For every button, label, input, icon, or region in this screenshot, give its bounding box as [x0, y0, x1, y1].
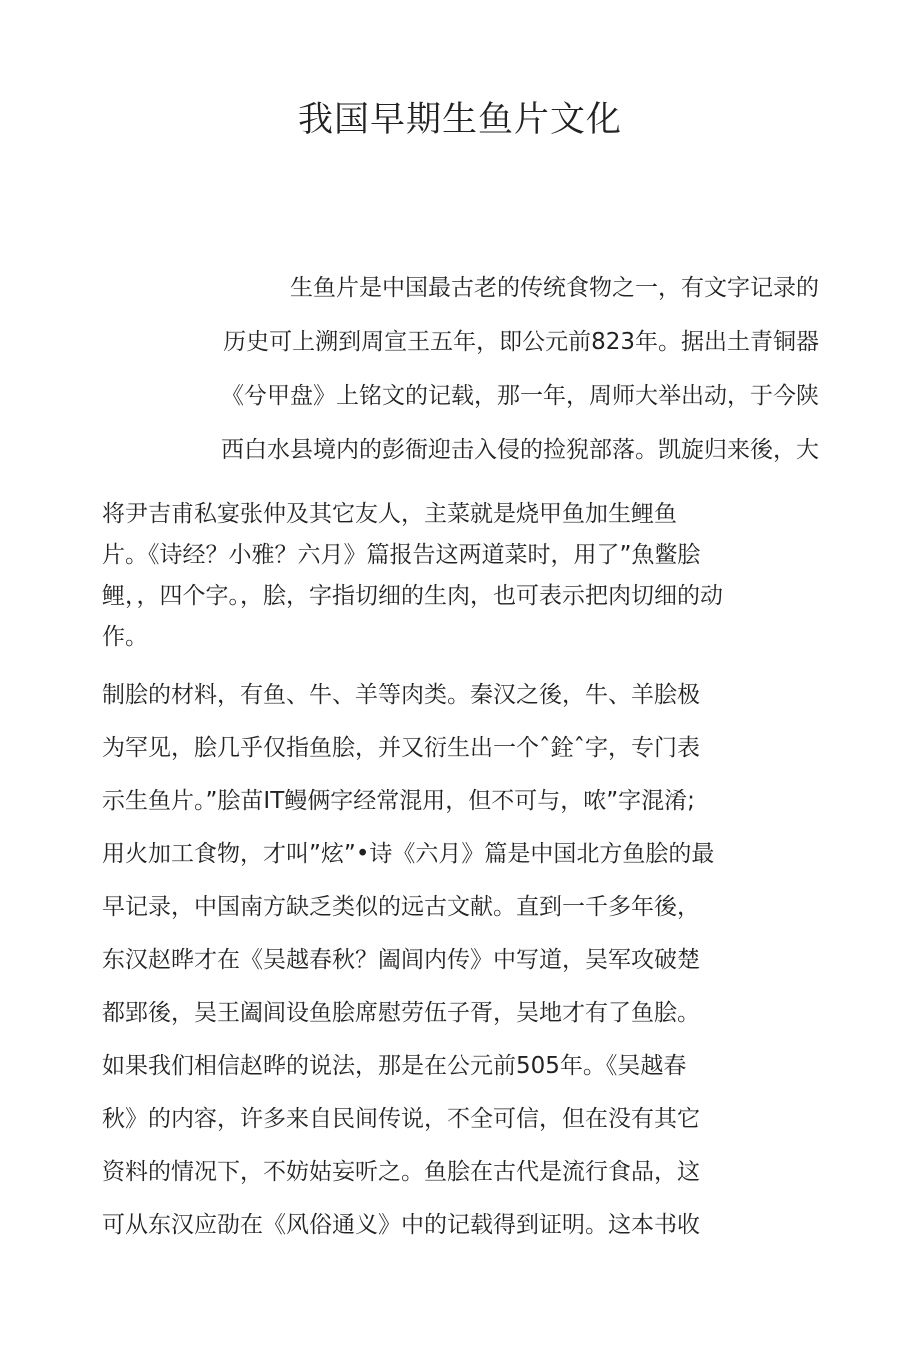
body-line: 都郢後，吴王阖闾设鱼脍席慰劳伍子胥，吴地才有了鱼脍。 [102, 1000, 700, 1026]
body-line: 作。 [102, 624, 148, 650]
intro-line: 生鱼片是中国最古老的传统食物之一，有文字记录的 [290, 275, 819, 301]
body-line: 可从东汉应劭在《风俗通义》中的记载得到证明。这本书收 [102, 1212, 700, 1238]
body-line: 东汉赵晔才在《吴越春秋？阖闾内传》中写道，吴军攻破楚 [102, 947, 700, 973]
body-line: 制脍的材料，有鱼、牛、羊等肉类。秦汉之後，牛、羊脍极 [102, 682, 700, 708]
body-line: 为罕见，脍几乎仅指鱼脍，并又衍生出一个ˆ銓ˆ字，专门表 [102, 735, 700, 761]
document-title: 我国早期生鱼片文化 [297, 100, 622, 140]
intro-line: 西白水县境内的彭衙迎击入侵的捡猊部落。凯旋归来後，大 [221, 437, 819, 463]
body-line: 秋》的内容，许多来自民间传说，不全可信，但在没有其它 [102, 1106, 700, 1132]
body-line: 鲤，，四个字。，脍，字指切细的生肉，也可表示把肉切细的动 [102, 583, 723, 609]
intro-line: 历史可上溯到周宣王五年，即公元前823年。据出土青铜器 [223, 329, 819, 355]
body-line: 片。《诗经？小雅？六月》篇报告这两道菜时，用了”魚鳖脍 [102, 542, 701, 568]
body-line: 资料的情况下，不妨姑妄听之。鱼脍在古代是流行食品，这 [102, 1159, 700, 1185]
body-line: 示生鱼片。”脍苗IT鳗俩字经常混用，但不可与，哝”字混淆; [102, 788, 695, 814]
body-line: 如果我们相信赵晔的说法，那是在公元前505年。《吴越春 [102, 1053, 687, 1079]
body-line: 用火加工食物，才叫”炫”•诗《六月》篇是中国北方鱼脍的最 [102, 841, 715, 867]
body-line: 将尹吉甫私宴张仲及其它友人，主菜就是烧甲鱼加生鲤鱼 [102, 501, 677, 527]
intro-line: 《兮甲盘》上铭文的记载，那一年，周师大举出动，于今陕 [221, 383, 819, 409]
body-line: 早记录，中国南方缺乏类似的远古文献。直到一千多年後， [102, 894, 700, 920]
